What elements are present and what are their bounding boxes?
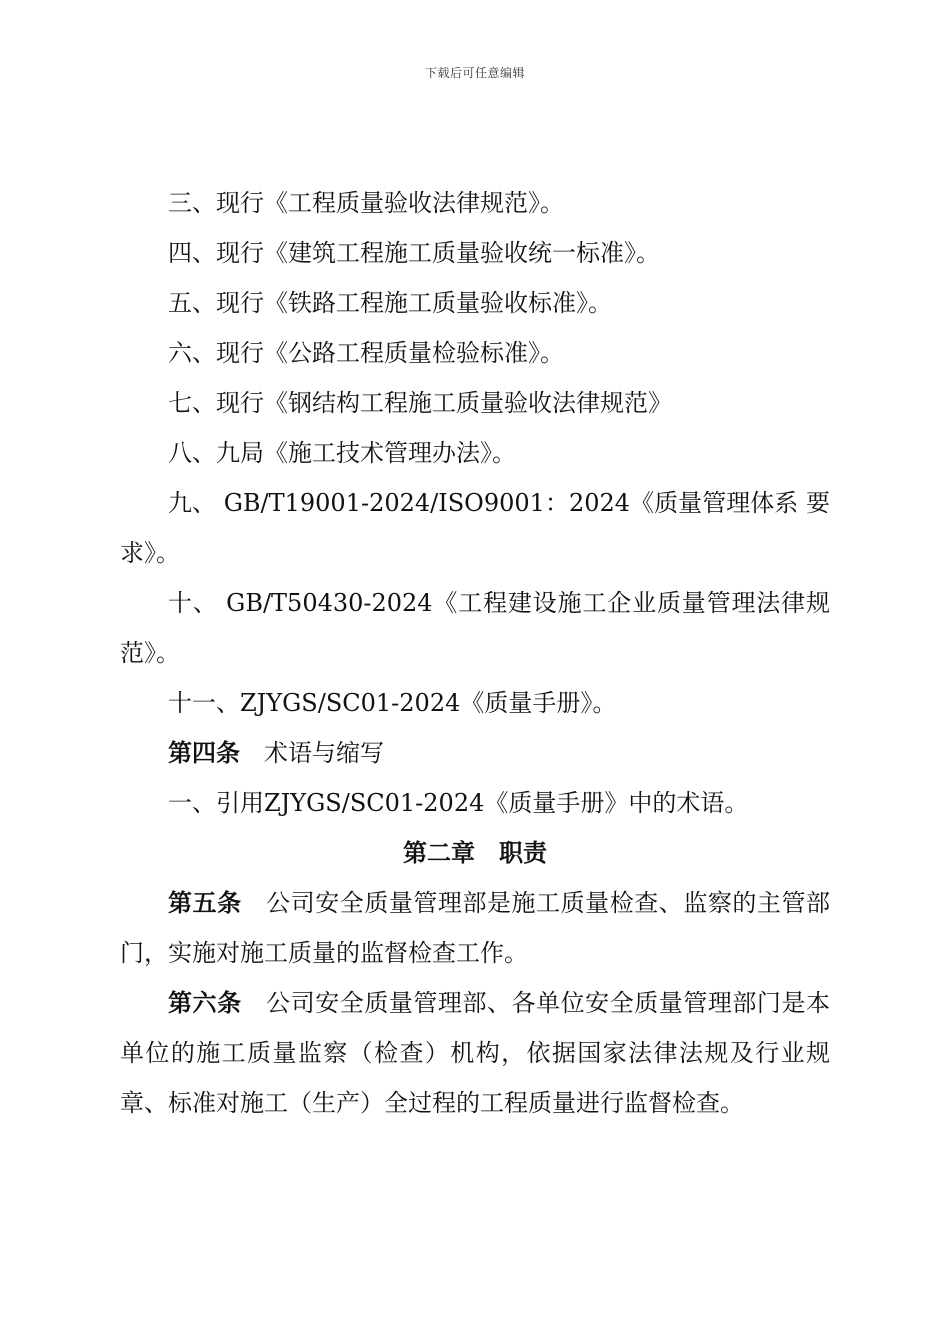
list-item: 八、九局《施工技术管理办法》。 <box>168 439 516 467</box>
list-item: 十、 GB/T50430-2024《工程建设施工企业质量管理法律规范》。 <box>120 589 830 667</box>
list-item: 十一、ZJYGS/SC01-2024《质量手册》。 <box>168 689 617 717</box>
article-4 <box>120 728 830 778</box>
article-5-text: 公司安全质量管理部是施工质量检查、监察的主管部门，实施对施工质量的监督检查工作。 <box>120 889 831 967</box>
list-item: 六、现行《公路工程质量检验标准》。 <box>168 339 564 367</box>
list-item: 四、现行《建筑工程施工质量验收统一标准》。 <box>168 239 660 267</box>
list-item: 五、现行《铁路工程施工质量验收标准》。 <box>168 289 612 317</box>
article-6-label: 第六条 <box>168 989 242 1017</box>
list-item: 三、现行《工程质量验收法律规范》。 <box>168 189 564 217</box>
article-6-text: 公司安全质量管理部、各单位安全质量管理部门是本单位的施工质量监察（检查）机构，依据国家法律法规及行业规章、标准对施工（生产）全过程的工程质量进行监督检查。 <box>120 989 831 1117</box>
term-item: 一、引用ZJYGS/SC01-2024《质量手册》中的术语。 <box>168 789 749 817</box>
document-body <box>120 178 830 1128</box>
article-6 <box>120 978 830 1128</box>
chapter-title: 第二章 职责 <box>403 839 547 867</box>
article-4-label: 第四条 <box>168 739 240 767</box>
article-5 <box>120 878 830 978</box>
article-4-text: 术语与缩写 <box>264 739 384 767</box>
page-header: 下载后可任意编辑 <box>424 66 525 80</box>
article-5-label: 第五条 <box>168 889 242 917</box>
list-item: 九、 GB/T19001-2024/ISO9001：2024《质量管理体系 要求》。 <box>120 489 830 567</box>
list-item: 七、现行《钢结构工程施工质量验收法律规范》 <box>168 389 672 417</box>
